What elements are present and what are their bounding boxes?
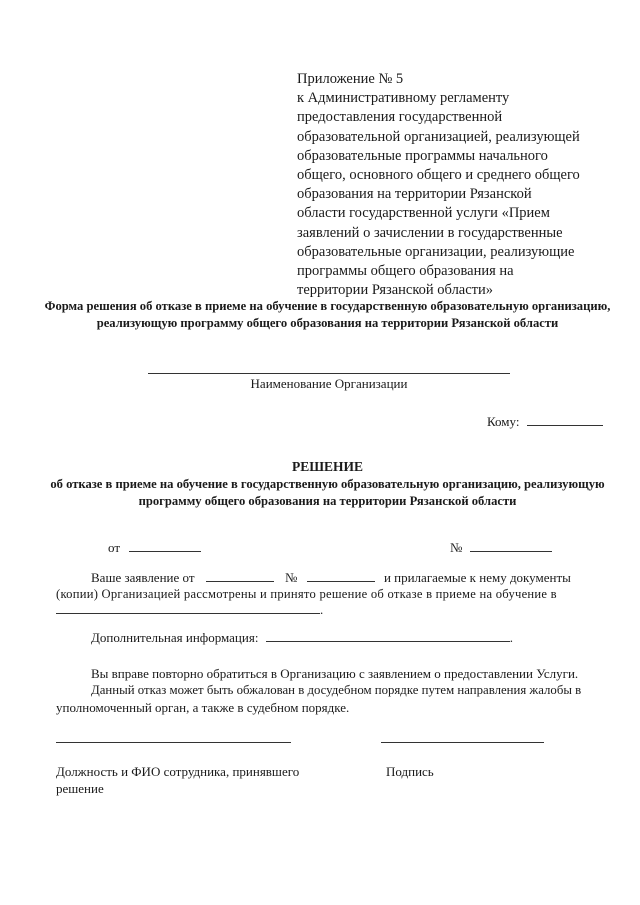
appeal-text-line-2: уполномоченный орган, а также в судебном порядке. <box>56 700 350 715</box>
position-signature-line <box>56 742 291 743</box>
institution-blank <box>56 601 320 614</box>
decision-title: РЕШЕНИЕ <box>291 459 364 474</box>
annex-line: заявлений о зачислении в государственные <box>297 224 563 241</box>
annex-line: общего, основного общего и среднего общего <box>297 167 580 184</box>
recipient-row <box>487 413 603 430</box>
additional-info-end: . <box>509 630 513 645</box>
signature-label: Подпись <box>386 764 434 779</box>
application-date-blank <box>206 569 274 582</box>
form-title: Форма решения об отказе в приеме на обучение в государственную образовательную организацию, реализующую программу общего образования на территории Рязанской области <box>44 299 611 330</box>
date-row <box>108 539 201 556</box>
application-line-2: (копии) Организацией рассмотрены и принято решение об отказе в приеме на обучение в <box>56 587 557 601</box>
annex-block <box>297 70 617 300</box>
additional-info-row <box>91 629 513 646</box>
org-name-underline <box>148 373 510 374</box>
institution-end: . <box>320 602 324 617</box>
org-name-label: Наименование Организации <box>250 376 408 391</box>
annex-line: области государственной услуги «Прием <box>297 205 550 222</box>
number-blank <box>470 539 552 552</box>
appeal-text-line-1: Данный отказ может быть обжалован в досудебном порядке путем направления жалобы в <box>91 683 582 697</box>
application-number-prefix: № <box>285 570 298 585</box>
annex-line: образования на территории Рязанской <box>297 186 532 203</box>
annex-line: территории Рязанской области» <box>297 282 494 299</box>
decision-subtitle: об отказе в приеме на обучение в государственную образовательную организацию, реализующую программу общего образования на территории Рязанской области <box>50 477 605 508</box>
application-line-1 <box>91 569 602 586</box>
number-row <box>450 539 552 556</box>
application-text: Ваше заявление от <box>91 570 195 585</box>
annex-line: предоставления государственной <box>297 109 503 126</box>
date-blank <box>129 539 201 552</box>
additional-info-blank <box>266 629 510 642</box>
recipient-label: Кому: <box>487 414 520 429</box>
institution-row <box>56 601 323 618</box>
annex-line: образовательные организации, реализующие <box>297 243 575 260</box>
annex-line: образовательные программы начального <box>297 147 548 164</box>
application-number-blank <box>307 569 375 582</box>
number-prefix: № <box>450 540 463 555</box>
annex-line: к Административному регламенту <box>297 90 510 107</box>
annex-line: Приложение № 5 <box>297 71 404 87</box>
annex-line: программы общего образования на <box>297 263 514 280</box>
signature-line <box>381 742 544 743</box>
recipient-blank <box>527 413 603 426</box>
application-text-end: и прилагаемые к нему документы <box>383 570 571 585</box>
annex-line: образовательной организацией, реализующей <box>297 128 580 145</box>
reapply-text: Вы вправе повторно обратиться в Организацию с заявлением о предоставлении Услуги. <box>91 666 579 681</box>
additional-info-label: Дополнительная информация: <box>91 630 259 645</box>
date-prefix: от <box>108 540 121 555</box>
position-label: Должность и ФИО сотрудника, принявшего решение <box>56 764 300 796</box>
